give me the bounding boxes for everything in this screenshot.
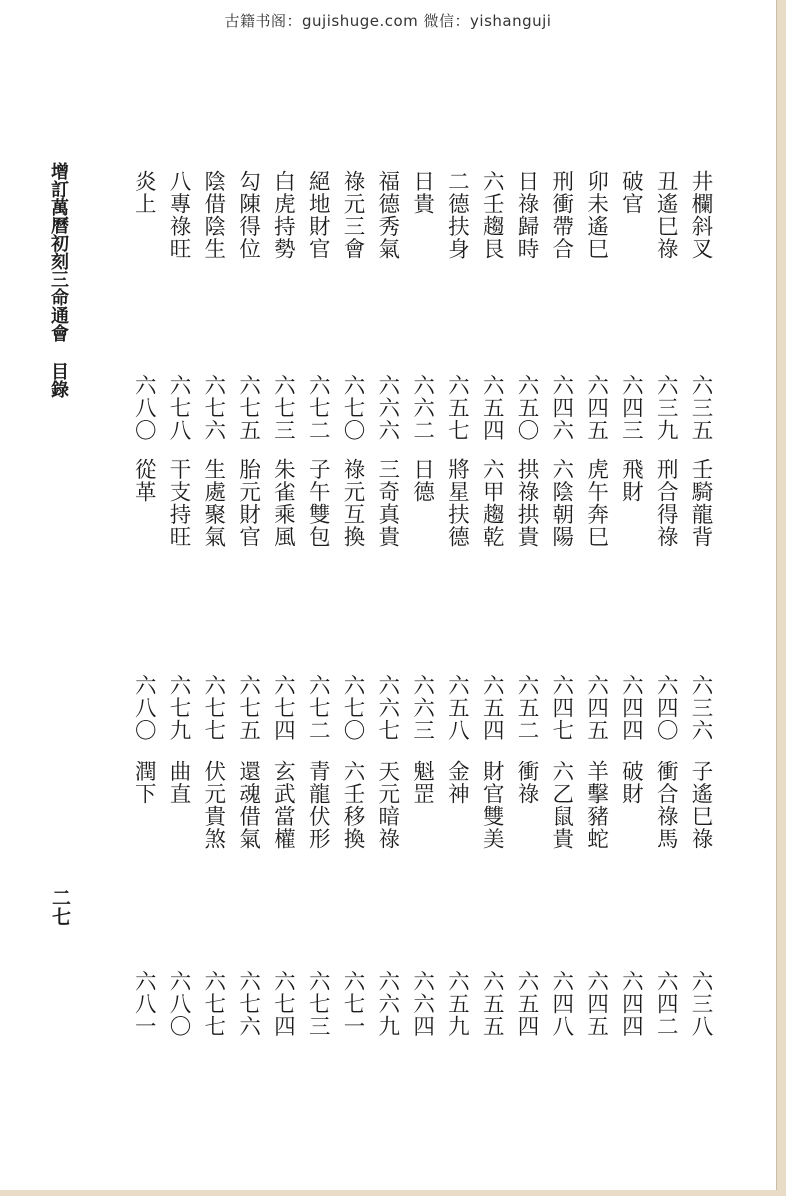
toc-entry-title: 生處聚氣 [200,458,226,548]
toc-column [477,0,505,1190]
toc-entry-title: 六壬移換 [340,760,365,850]
toc-entry-title: 金神 [444,760,470,805]
toc-column [234,0,262,1190]
toc-entry-page: 六七三 [305,970,331,1038]
toc-entry-title: 福德秀氣 [374,170,400,260]
toc-entry-page: 六五四 [479,674,505,742]
toc-column [442,0,470,1190]
toc-entry-title: 羊擊豬蛇 [583,760,609,850]
toc-entry-title: 絕地財官 [305,170,331,260]
toc-entry-page: 六七四 [270,970,296,1038]
toc-entry-page: 六三五 [688,374,713,442]
toc-entry-title: 壬騎龍背 [688,458,713,548]
toc-entry-title: 飛財 [618,458,644,503]
book-title-main: 增訂萬曆初刻三命通會 [48,162,69,342]
toc-column [408,0,436,1190]
book-section-label: 目錄 [48,362,69,398]
toc-entry-title: 伏元貴煞 [200,760,226,850]
toc-entry-page: 六七一 [340,970,365,1038]
toc-entry-title: 破官 [618,170,644,215]
toc-entry-title: 潤下 [131,760,157,805]
toc-entry-title: 破財 [618,760,644,805]
toc-column [129,0,157,1190]
toc-entry-page: 六七四 [270,674,296,742]
toc-entry-page: 六六六 [374,374,400,442]
toc-column [686,0,714,1190]
toc-entry-title: 拱祿拱貴 [514,458,539,548]
site-watermark-header: 古籍书阁：gujishuge.com 微信：yishanguji [224,12,552,30]
toc-column [199,0,227,1190]
toc-column [268,0,296,1190]
toc-entry-page: 六三九 [653,374,679,442]
toc-entry-page: 六五八 [444,674,470,742]
toc-entry-page: 六六二 [409,374,435,442]
toc-entry-page: 六七九 [166,674,191,742]
toc-entry-page: 六四七 [548,674,574,742]
toc-entry-title: 三奇真貴 [374,458,400,548]
toc-entry-title: 炎上 [131,170,157,215]
toc-entry-title: 財官雙美 [479,760,505,850]
toc-entry-page: 六四〇 [653,674,679,742]
toc-entry-title: 陰借陰生 [200,170,226,260]
toc-entry-page: 六八一 [131,970,157,1038]
toc-entry-page: 六三六 [688,674,713,742]
toc-entry-page: 六七七 [200,970,226,1038]
toc-entry-page: 六七六 [235,970,261,1038]
toc-entry-page: 六四二 [653,970,679,1038]
toc-entry-page: 六五〇 [514,374,539,442]
toc-entry-title: 勾陳得位 [235,170,261,260]
toc-column [164,0,192,1190]
toc-entry-title: 將星扶德 [444,458,470,548]
toc-entry-title: 日貴 [409,170,435,215]
toc-entry-page: 六七二 [305,374,331,442]
toc-entry-title: 衝祿 [514,760,539,805]
toc-entry-page: 六七六 [200,374,226,442]
toc-entry-page: 六六三 [409,674,435,742]
toc-entry-page: 六七二 [305,674,331,742]
toc-entry-title: 刑衝帶合 [548,170,574,260]
toc-entry-page: 六五二 [514,674,539,742]
toc-column [338,0,366,1190]
toc-entry-title: 六甲趨乾 [479,458,505,548]
toc-entry-page: 六七〇 [340,374,365,442]
toc-entry-page: 六七五 [235,374,261,442]
toc-entry-page: 六五五 [479,970,505,1038]
toc-column [616,0,644,1190]
toc-entry-page: 六四三 [618,374,644,442]
toc-column [547,0,575,1190]
toc-entry-page: 六六九 [374,970,400,1038]
toc-entry-title: 二德扶身 [444,170,470,260]
toc-entry-title: 六壬趨艮 [479,170,505,260]
toc-entry-title: 六陰朝陽 [548,458,574,548]
toc-entry-page: 六六四 [409,970,435,1038]
toc-entry-title: 祿元三會 [340,170,365,260]
toc-entry-page: 六五四 [514,970,539,1038]
toc-entry-title: 虎午奔巳 [583,458,609,548]
toc-entry-title: 還魂借氣 [235,760,261,850]
toc-entry-title: 衝合祿馬 [653,760,679,850]
toc-entry-page: 六五九 [444,970,470,1038]
toc-entry-page: 六四八 [548,970,574,1038]
toc-entry-page: 六四四 [618,970,644,1038]
toc-entry-title: 八專祿旺 [166,170,191,260]
toc-entry-title: 從革 [131,458,157,503]
toc-entry-title: 祿元互換 [340,458,365,548]
toc-entry-page: 六四五 [583,970,609,1038]
toc-entry-title: 子遙巳祿 [688,760,713,850]
toc-entry-title: 日祿歸時 [514,170,539,260]
toc-entry-title: 卯未遙巳 [583,170,609,260]
toc-column [373,0,401,1190]
toc-entry-page: 六七〇 [340,674,365,742]
toc-entry-title: 子午雙包 [305,458,331,548]
toc-column [512,0,540,1190]
toc-entry-title: 青龍伏形 [305,760,331,850]
toc-entry-page: 六七五 [235,674,261,742]
toc-entry-page: 六七三 [270,374,296,442]
toc-entry-page: 六四四 [618,674,644,742]
toc-entry-title: 天元暗祿 [374,760,400,850]
toc-entry-title: 朱雀乘風 [270,458,296,548]
toc-entry-page: 六八〇 [131,674,157,742]
toc-entry-page: 六五七 [444,374,470,442]
toc-entry-title: 白虎持勢 [270,170,296,260]
toc-entry-title: 玄武當權 [270,760,296,850]
toc-entry-title: 井欄斜叉 [688,170,713,260]
toc-entry-title: 六乙鼠貴 [548,760,574,850]
toc-entry-page: 六四六 [548,374,574,442]
toc-entry-page: 六七七 [200,674,226,742]
toc-entry-page: 六三八 [688,970,713,1038]
toc-entry-page: 六七八 [166,374,191,442]
toc-entry-page: 六八〇 [166,970,191,1038]
toc-column [582,0,610,1190]
toc-entry-title: 丑遙巳祿 [653,170,679,260]
toc-entry-page: 六四五 [583,374,609,442]
toc-entry-page: 六八〇 [131,374,157,442]
toc-column [651,0,679,1190]
toc-entry-title: 曲直 [166,760,191,805]
page-number: 二七 [49,888,71,926]
toc-entry-title: 魁罡 [409,760,435,805]
toc-entry-title: 干支持旺 [166,458,191,548]
toc-entry-title: 日德 [409,458,435,503]
toc-entry-page: 六六七 [374,674,400,742]
toc-entry-page: 六五四 [479,374,505,442]
toc-column [303,0,331,1190]
toc-entry-title: 刑合得祿 [653,458,679,548]
toc-entry-page: 六四五 [583,674,609,742]
toc-entry-title: 胎元財官 [235,458,261,548]
